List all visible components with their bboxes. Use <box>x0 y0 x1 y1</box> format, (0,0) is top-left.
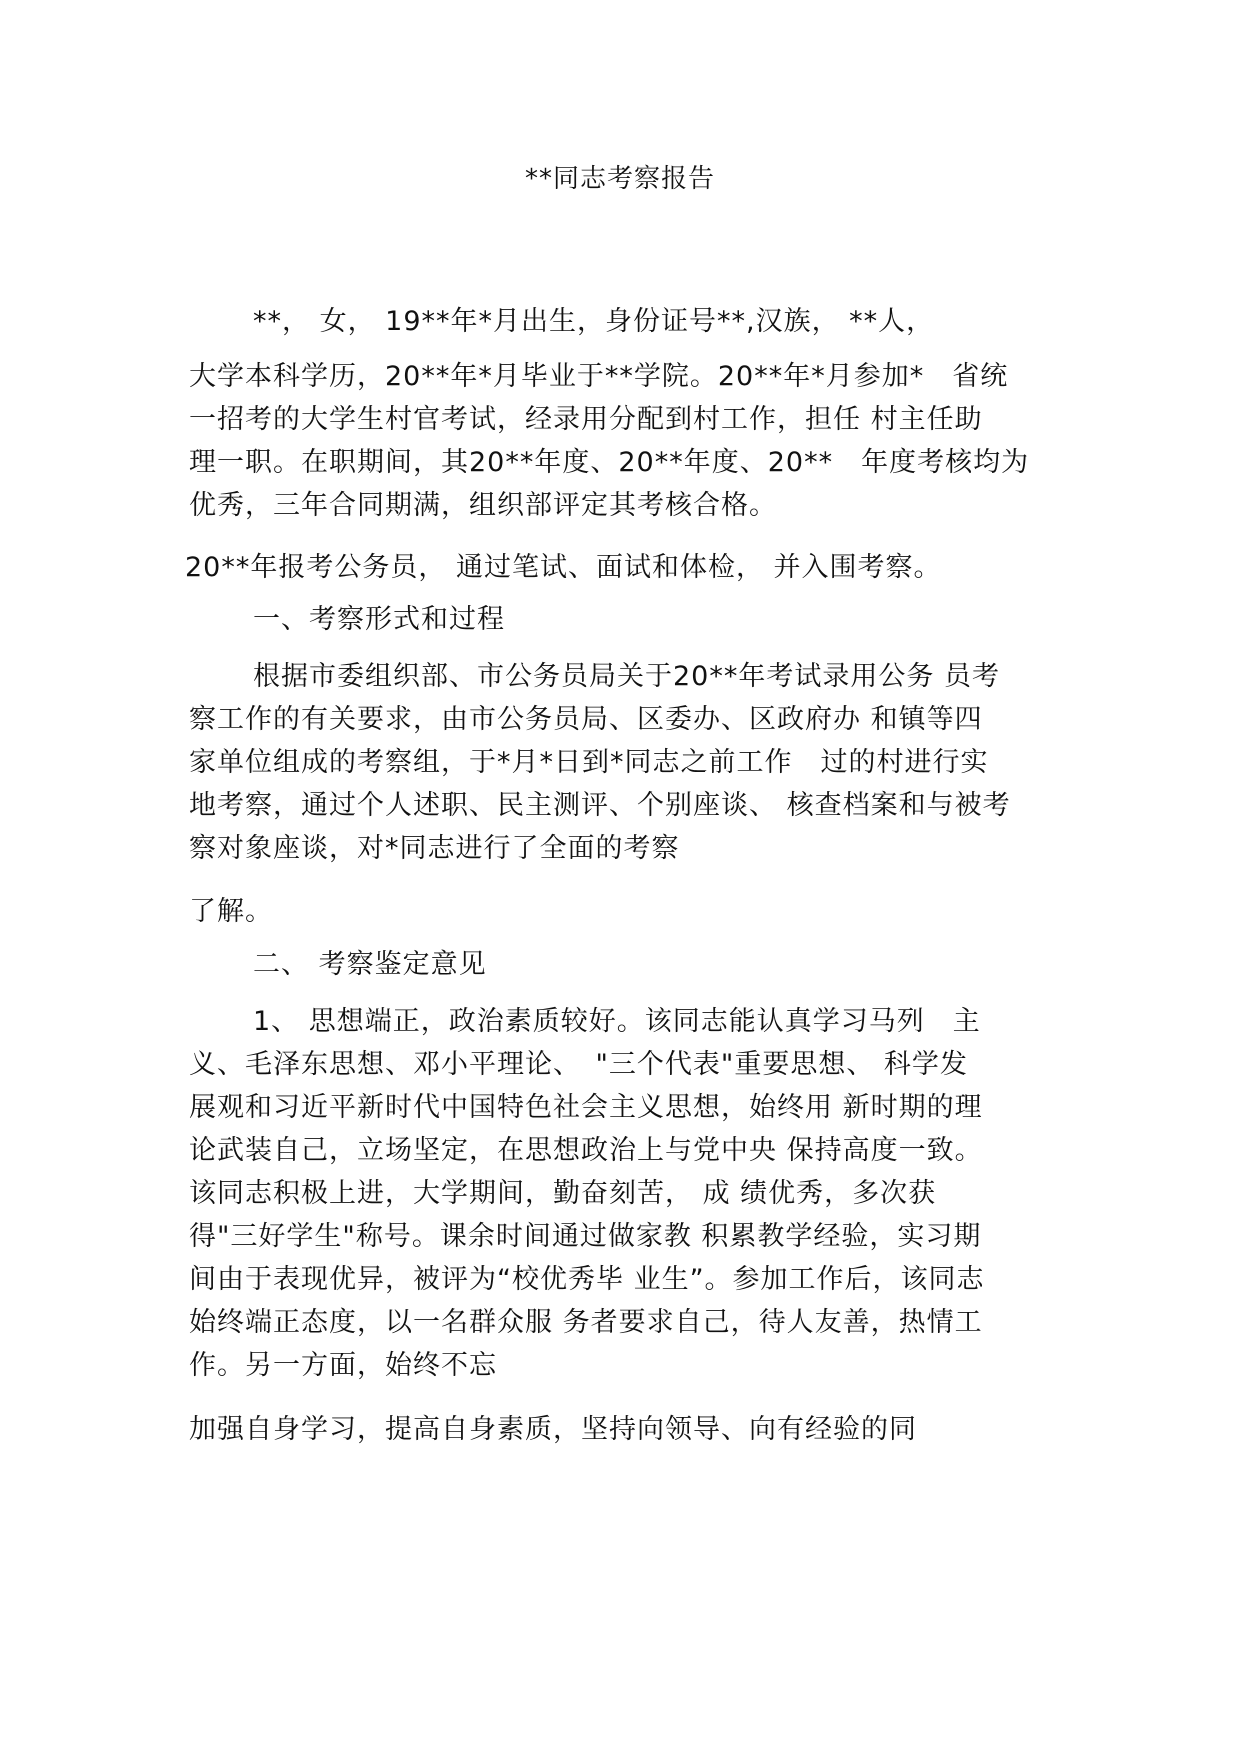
section1-tail: 了解。 <box>189 896 273 927</box>
section2-line-7: 间由于表现优异，被评为“校优秀毕 业生”。参加工作后，该同志 <box>189 1264 985 1295</box>
intro-line-1: **， 女， 19**年*月出生，身份证号**,汉族， **人， <box>253 306 935 337</box>
intro-line-3: 一招考的大学生村官考试，经录用分配到村工作，担任 村主任助 <box>189 404 983 435</box>
section2-tail: 加强自身学习，提高自身素质，坚持向领导、向有经验的同 <box>189 1414 917 1445</box>
section2-heading: 二、 考察鉴定意见 <box>253 949 487 980</box>
document-title: **同志考察报告 <box>524 164 715 194</box>
section1-heading: 一、考察形式和过程 <box>253 604 505 635</box>
section2-line-5: 该同志积极上进，大学期间，勤奋刻苦， 成 绩优秀，多次获 <box>189 1178 937 1209</box>
intro-line-4: 理一职。在职期间，其20**年度、20**年度、20** 年度考核均为 <box>189 447 1030 478</box>
section2-line-8: 始终端正态度，以一名群众服 务者要求自己，待人友善，热情工 <box>189 1307 983 1338</box>
section2-line-6: 得"三好学生"称号。课余时间通过做家教 积累教学经验，实习期 <box>189 1221 982 1252</box>
section2-line-4: 论武装自己，立场坚定，在思想政治上与党中央 保持高度一致。 <box>189 1135 983 1166</box>
section1-line-2: 察工作的有关要求，由市公务员局、区委办、区政府办 和镇等四 <box>189 704 983 735</box>
section2-line-1: 1、 思想端正，政治素质较好。该同志能认真学习马列 主 <box>253 1006 981 1037</box>
section1-line-3: 家单位组成的考察组，于*月*日到*同志之前工作 过的村进行实 <box>189 747 989 778</box>
section2-line-2: 义、毛泽东思想、邓小平理论、 "三个代表"重要思想、 科学发 <box>189 1049 968 1080</box>
exam-paragraph: 20**年报考公务员， 通过笔试、面试和体检， 并入围考察。 <box>185 552 942 583</box>
section2-line-3: 展观和习近平新时代中国特色社会主义思想，始终用 新时期的理 <box>189 1092 983 1123</box>
section1-line-4: 地考察，通过个人述职、民主测评、个别座谈、 核查档案和与被考 <box>189 790 1011 821</box>
section1-line-5: 察对象座谈，对*同志进行了全面的考察 <box>189 833 680 864</box>
section1-line-1: 根据市委组织部、市公务员局关于20**年考试录用公务 员考 <box>253 661 1000 692</box>
section2-line-9: 作。另一方面，始终不忘 <box>189 1350 497 1381</box>
intro-line-2: 大学本科学历，20**年*月毕业于**学院。20**年*月参加* 省统 <box>189 361 1009 392</box>
intro-line-5: 优秀，三年合同期满，组织部评定其考核合格。 <box>189 490 777 521</box>
